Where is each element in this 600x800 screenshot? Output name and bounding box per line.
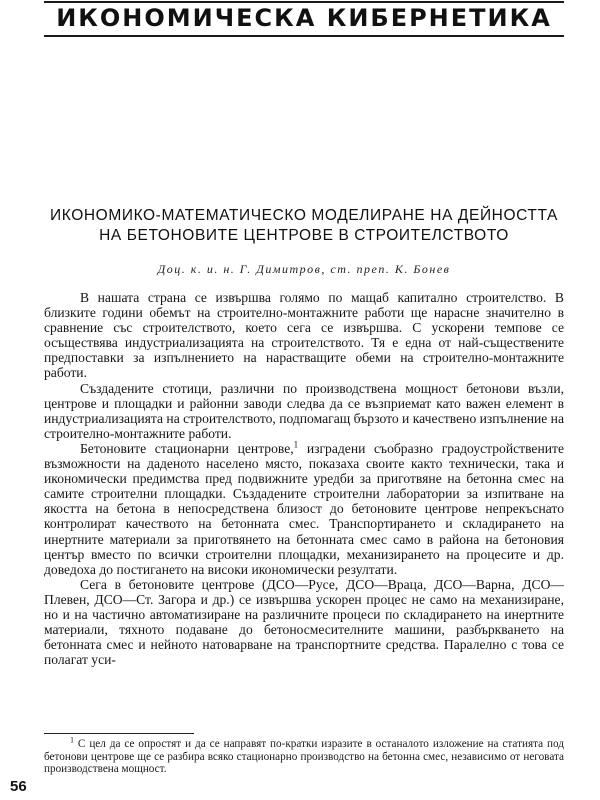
- footnote-marker: 1: [70, 735, 74, 745]
- running-title: ИКОНОМИЧЕСКА КИБЕРНЕТИКА: [56, 4, 552, 32]
- paragraph-3-start: Бетоновите стационарни центрове,: [80, 440, 294, 456]
- paragraph-1: В нашата страна се извършва голямо по мащаб капитално строителство. В близките години обемът на строително-монтажните работи ще нарасне значително в сравнение със строителството, което сега се извършва. С ускорени темпове се осъществява индустриализацията на строителството. Тя е една от най-съществените предпоставки за изпълнението на нарастващите обеми на строително-монтажните работи.: [44, 290, 564, 381]
- article-authors: Доц. к. и. н. Г. Димитров, ст. преп. К. Бонев: [157, 262, 451, 276]
- paragraph-4: Сега в бетоновите центрове (ДСО—Русе, ДСО—Враца, ДСО—Варна, ДСО—Плевен, ДСО—Ст. Загора и др.) се извършва ускорен процес не само на механизиране, но и на частично автоматизиране на различните процеси по складирането на инертните материали, тяхното подаване до бетоносмесителните машини, разбъркването на бетонната смес и нейното натоварване на транспортните средства. Паралелно с това се полагат уси-: [44, 576, 564, 668]
- footnote-reference: 1: [293, 439, 299, 450]
- article-title-line-2: НА БЕТОНОВИТЕ ЦЕНТРОВЕ В СТРОИТЕЛСТВОТО: [99, 227, 509, 244]
- footnote: [44, 735, 564, 776]
- header-rule-bottom: [44, 35, 564, 37]
- article-title-line-1: ИКОНОМИКО-МАТЕМАТИЧЕСКО МОДЕЛИРАНЕ НА ДЕЙНОСТТА: [50, 207, 558, 224]
- header-rule-top: [44, 1, 564, 3]
- article-body: [44, 290, 564, 667]
- paragraph-2: Създадените стотици, различни по производствена мощност бетонови възли, центрове и площадки и районни заводи следва да се възприемат като важен елемент в индустриализацията на строителството, подпомагащ бързото и качествено изпълнение на строително-монтажните работи.: [44, 380, 564, 441]
- article-title: [44, 206, 564, 246]
- footnote-text: С цел да се опростят и да се направят по-кратки изразите в останалото изложение на статията под бетонови центрове ще се разбира всяко стационарно производство на бетонна смес, независимо от неговата производствена мощност.: [44, 738, 564, 775]
- page-number: 56: [10, 778, 27, 795]
- paragraph-3: [44, 441, 564, 577]
- paragraph-3-rest: изградени съобразно градоустройствените възможности на даденото населено място, показаха своите както технически, така и икономически предимства пред подвижните уредби за приготвяне на бетонна смес на самите строителни площадки. Създадените строителни лаборатории за изпитване на якостта на бетона в непосредствена близост до бетоновите центрове непрекъснато контролират качеството на бетонната смес. Транспортирането и складирането на инертните материали за приготвянето на бетонната смес само в района на бетоновия център вместо по всички строителни площадки, механизирането на процесите и др. доведоха до постигането на високи икономически резултати.: [44, 440, 564, 577]
- footnote-rule: [44, 733, 194, 734]
